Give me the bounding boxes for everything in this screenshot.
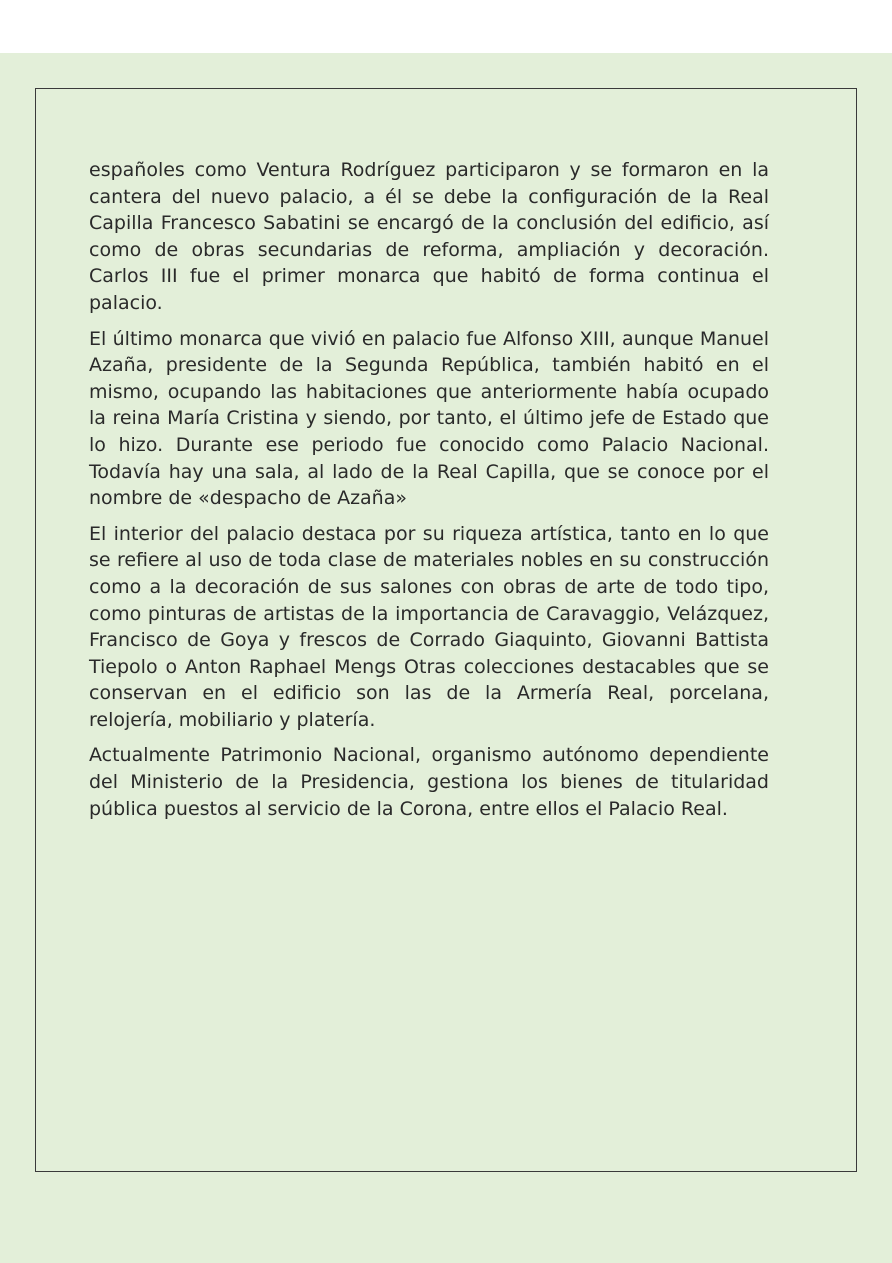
document-page [0, 53, 892, 1263]
paragraph-3: El interior del palacio destaca por su riqueza artística, tanto en lo que se refiere al uso de toda clase de materiales nobles en su construcción como a la decoración de sus salones con obras de arte de todo tipo, como pinturas de artistas de la importancia de Caravaggio, Velázquez, Francisco de Goya y frescos de Corrado Giaquinto, Giovanni Battista Tiepolo o Anton Raphael Mengs Otras colecciones destacables que se conservan en el edificio son las de la Armería Real, porcelana, relojería, mobiliario y platería. [89, 522, 769, 731]
paragraph-4: Actualmente Patrimonio Nacional, organismo autónomo dependiente del Ministerio de la Presidencia, gestiona los bienes de titularidad pública puestos al servicio de la Corona, entre ellos el Palacio Real. [89, 744, 769, 820]
paragraph-2: El último monarca que vivió en palacio fue Alfonso ⅩIII, aunque Manuel Azaña, presidente de la Segunda República, también habitó en el mismo, ocupando las habitaciones que anteriormente había ocupado la reina María Cristina y siendo, por tanto, el último jefe de Estado que lo hizo. Durante ese periodo fue conocido como Palacio Nacional. Todavía hay una sala, al lado de la Real Capilla, que se conoce por el nombre de «despacho de Azaña» [89, 327, 769, 510]
document-body [89, 157, 769, 831]
paragraph-1: españoles como Ventura Rodríguez participaron y se formaron en la cantera del nuevo palacio, a él se debe la configuración de la Real Capilla Francesco Sabatini se encargó de la conclusión del edificio, así como de obras secundarias de reforma, ampliación y decoración. Carlos III fue el primer monarca que habitó de forma continua el palacio. [89, 159, 769, 314]
